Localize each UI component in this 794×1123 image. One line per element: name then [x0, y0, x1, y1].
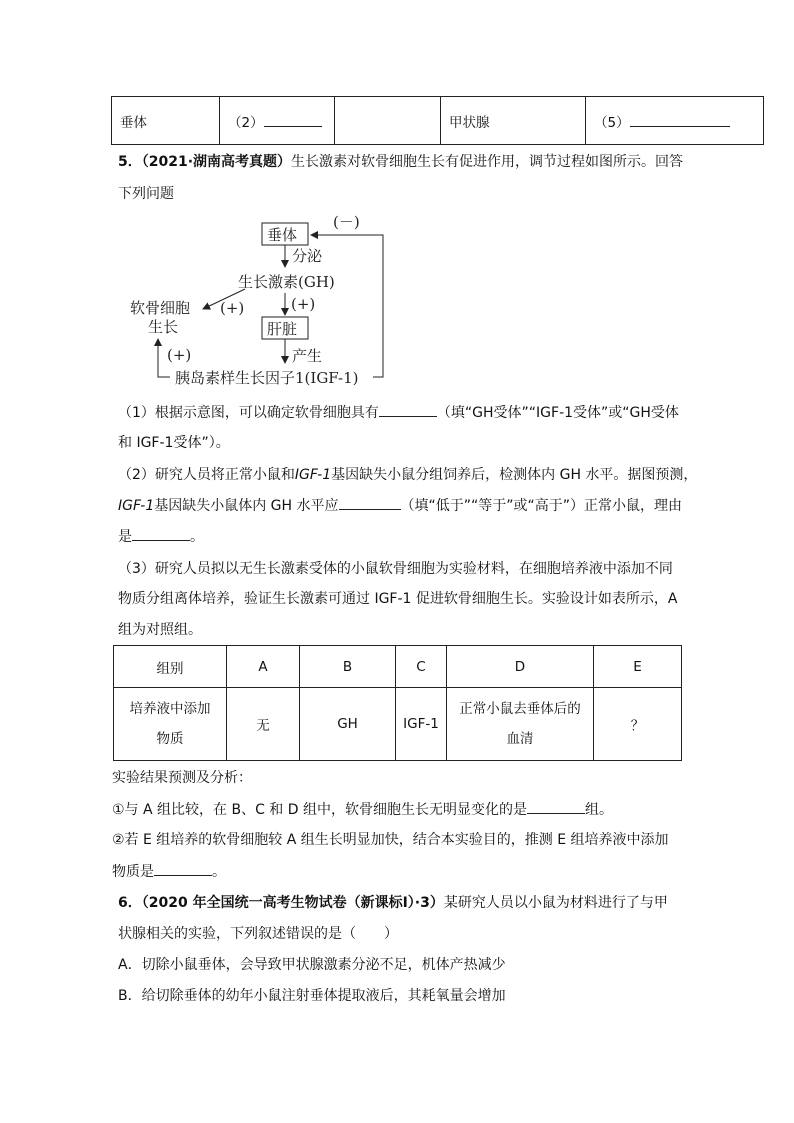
header-e: E	[594, 646, 682, 688]
analysis-2-line-1: ②若 E 组培养的软骨细胞较 A 组生长明显加快，结合本实验目的，推测 E 组培养液中添加	[112, 832, 669, 848]
top-table-cell-1: 垂体	[112, 97, 220, 145]
q5-sub3-line-2: 物质分组离体培养，验证生长激素可通过 IGF-1 促进软骨细胞生长。实验设计如表所示，A	[118, 591, 678, 607]
q5-line-2: 下列问题	[118, 186, 174, 202]
pituitary-label: 垂体	[267, 226, 298, 244]
q5-sub2-line-1: （2）研究人员将正常小鼠和IGF-1基因缺失小鼠分组饲养后，检测体内 GH 水平。据图预测，	[118, 467, 698, 483]
q5-sub2-line-3: 是 。	[118, 526, 204, 547]
cartilage-label-line-2: 生长	[148, 318, 179, 336]
liver-label: 肝脏	[267, 320, 298, 338]
plus-label-1: (+)	[220, 299, 245, 317]
q5-sub3-line-1: （3）研究人员拟以无生长激素受体的小鼠软骨细胞为实验材料，在细胞培养液中添加不同	[118, 561, 673, 577]
top-table-cell-5: （5）	[586, 97, 764, 145]
top-table-cell-2: （2）	[220, 97, 335, 145]
plus-label-2: (+)	[291, 295, 316, 313]
q6-option-b: B．给切除垂体的幼年小鼠注射垂体提取液后，其耗氧量会增加	[118, 988, 506, 1004]
cartilage-label-line-1: 软骨细胞	[130, 299, 191, 317]
row-label: 培养液中添加 物质	[114, 688, 227, 761]
q6-line-2: 状腺相关的实验，下列叙述错误的是（ ）	[118, 926, 398, 942]
q5-sub3-line-3: 组为对照组。	[118, 622, 202, 638]
analysis-title: 实验结果预测及分析：	[112, 770, 252, 786]
secrete-label: 分泌	[292, 247, 323, 265]
q5-number: 5．	[118, 154, 142, 170]
cell-e: ？	[594, 688, 682, 761]
q5-sub1-line-1: （1）根据示意图，可以确定软骨细胞具有 （填“GH受体”“IGF-1受体”或“GH受体	[118, 402, 679, 423]
header-group: 组别	[114, 646, 227, 688]
q6-source: （2020 年全国统一高考生物试卷（新课标Ⅰ）·3）	[141, 895, 444, 911]
plus-label-3: (+)	[167, 346, 192, 364]
igf-label: 胰岛素样生长因子1(IGF-1)	[175, 369, 359, 387]
cell-b: GH	[300, 688, 396, 761]
negative-feedback-label: (－)	[333, 213, 360, 231]
q6-option-a: A．切除小鼠垂体，会导致甲状腺激素分泌不足，机体产热减少	[118, 957, 506, 973]
experiment-table	[113, 645, 682, 761]
produce-label: 产生	[292, 347, 323, 365]
cell-d: 正常小鼠去垂体后的 血清	[447, 688, 594, 761]
top-table	[111, 96, 764, 145]
analysis-2-line-2: 物质是 。	[112, 861, 226, 882]
top-table-cell-3	[335, 97, 441, 145]
analysis-1: ①与 A 组比较，在 B、C 和 D 组中，软骨细胞生长无明显变化的是 组。	[112, 799, 613, 820]
cell-a: 无	[227, 688, 300, 761]
header-a: A	[227, 646, 300, 688]
header-c: C	[396, 646, 447, 688]
q5-sub2-line-2: IGF-1基因缺失小鼠体内 GH 水平应 （填“低于”“等于”或“高于”）正常小鼠，理由	[118, 495, 682, 516]
hormone-regulation-diagram	[125, 205, 395, 390]
q5-line-1: 5．（2021·湖南高考真题）生长激素对软骨细胞生长有促进作用，调节过程如图所示。回答	[118, 154, 684, 170]
header-d: D	[447, 646, 594, 688]
top-table-cell-4: 甲状腺	[441, 97, 586, 145]
q5-source: （2021·湖南高考真题）	[141, 154, 292, 170]
q6-number: 6．	[118, 895, 142, 911]
q5-sub1-line-2: 和 IGF-1受体”）。	[118, 435, 230, 451]
q6-line-1: 6．（2020 年全国统一高考生物试卷（新课标Ⅰ）·3）某研究人员以小鼠为材料进行了与甲	[118, 895, 668, 911]
gh-label: 生长激素(GH)	[238, 273, 335, 291]
header-b: B	[300, 646, 396, 688]
cell-c: IGF-1	[396, 688, 447, 761]
